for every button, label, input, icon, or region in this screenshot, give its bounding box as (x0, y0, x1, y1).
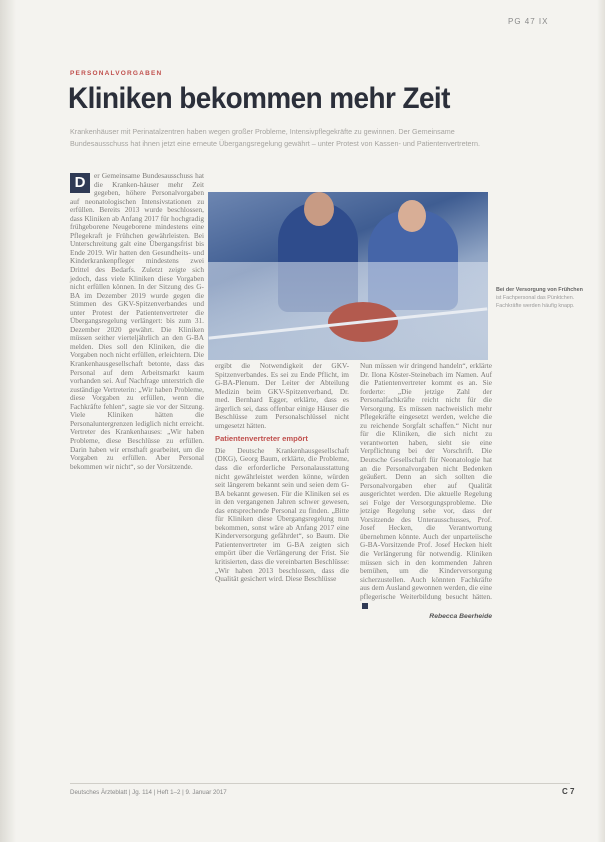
footer-divider (70, 783, 570, 784)
article-column-2-text-a: ergibt die Notwendigkeit der GKV-Spitzenverbandes. Es sei zu Ende Pflicht, im G-BA-Plenum. Der Leiter der Abteilung Medizin beim GKV-Spitzenverband, Dr. med. Bernhard Egger, erklärte, dass es ärgerlich sei, dass offenbar einige Häuser die Beschlüsse zum Personalschlüssel nicht umgesetzt hätten. (215, 361, 349, 430)
photo-caption-text: ist Fachpersonal das Pünktchen. Fachkräfte werden häufig knapp. (496, 295, 575, 309)
photo-caption (496, 286, 588, 310)
page-binding-shadow (0, 0, 16, 842)
article-author: Rebecca Beerheide (429, 612, 492, 620)
photo-nurse-head-2 (398, 200, 426, 232)
article-column-1 (70, 172, 204, 772)
article-column-3 (360, 362, 492, 774)
drop-cap: D (70, 173, 90, 193)
article-column-2-text-b: Die Deutsche Krankenhausgesellschaft (DKG), Georg Baum, erklärte, die Probleme, dass die erforderliche Personalausstattung nicht gewährleistet werden könne, würden seit längerem bekannt sein und seien dem G-BA bekannt gewesen. Für die Kliniken sei es in den vergangenen Jahren schwer gewesen, das entsprechende Personal zu finden. „Bitte für Kliniken diese Übergangsregelung nun bekommen, sonst wäre ab Anfang 2017 eine Kinderversorgung gefährdet“, so Baum. Die Patientenvertreter im G-BA zeigten sich empört über die Verlängerung der Frist. Sie kritisierten, dass die vereinbarten Beschlüsse: „Wir haben 2013 beschlossen, dass die Qualität gesichert wird. Diese Beschlüsse (215, 445, 349, 584)
article-headline: Kliniken bekommen mehr Zeit (68, 82, 450, 115)
article-column-1-text: er Gemeinsame Bundesausschuss hat die Kranken-häuser mehr Zeit gegeben, höhere Personalvorgaben auf neonatologischen Intensivstationen zu erfüllen. Bereits 2013 wurde beschlossen, dass Kliniken ab Anfang 2017 für hochgradig frühgeborene Neugeborene mindestens eine Pflegekraft je Frühchen gewährleisten. Bei Unterschreitung galt eine Übergangsfrist bis Ende 2019. Wir hatten den Gesundheits- und Kinderkrankenpfleger mindestens zwei Drittel des Bedarfs. Zuletzt zeigte sich jedoch, dass viele Kliniken diese Vorgaben nicht erfüllen können. In der Sitzung des G-BA im Dezember 2019 wurde gegen die Stimmen des GKV-Spitzenverbandes und unter Protest der Patientenvertreter die Übergangsregelung verlängert: bis zum 31. Dezember 2020 gewährt. Die Kliniken müssen seither vierteljährlich an den G-BA melden. Dies soll den Kliniken, die die Vorgaben noch nicht erfüllen, erleichtern. Die Krankenhausgesellschaft betonte, dass das Personal auf dem Arbeitsmarkt kaum vorhanden sei. Auf Nachfrage unterstrich die zuständige Vertreterin: „Wir haben Probleme, diese Vorgaben zu erfüllen, wenn die Fachkräfte fehlen“, sagte sie vor der Sitzung. Viele Kliniken hätten die Personaluntergrenzen lediglich nicht erreicht. Vertreter des Krankenhauses: „Wir haben Probleme, diese Beschlüsse zu erfüllen. Darin haben wir ernsthaft gearbeitet, um die Vorgaben zu erfüllen. Aber Personal bekommen wir nicht“, so der Vorsitzende. (70, 171, 204, 471)
article-lead: Krankenhäuser mit Perinatalzentren haben wegen großer Probleme, Intensivpflegekräfte zu gewinnen. Der Gemeinsame Bundesausschuss hat ihnen jetzt eine erneute Übergangsregelung gewährt – unter Protest von Kassen- und Patientenvertretern. (70, 127, 480, 148)
article-column-2 (215, 362, 349, 774)
photo-caption-bold: Bei der Versorgung von Frühchen (496, 287, 583, 293)
article-column-3-text: Nun müssen wir dringend handeln“, erklärte Dr. Ilona Köster-Steinebach im Namen. Auf die Patientenvertreter kommt es an. Sie forderte: „Die jetzige Zahl der Personalfachkräfte reicht nicht für die Versorgung. Es müssen nachweislich mehr Pflegekräfte eingesetzt werden, welche die zu reichende Sorgfalt schaffen.“ Nicht nur für die Kliniken, die sich nicht zu verantworten haben, sieht sie eine Verpflichtung bei der Vorschrift. Die Deutsche Gesellschaft für Neonatologie hat an die Personalvorgaben nicht Bedenken geäußert. Denn an sich sollten die Personalvorgaben eher auf Qualität ausgerichtet werden. Die aktuelle Regelung sei Folge der Versorgungsprobleme. Die jetzige Regelung sehe vor, dass der Vorsitzende des Unterausschusses, Prof. Josef Hecken, die Verantwortung übernehmen könnte. Auch der unparteiische G-BA-Vorsitzende Prof. Josef Hecken hielt die Verlängerung für notwendig. Kliniken müssen sich in den kommenden Jahren bemühen, um die Kinderversorgung sicherzustellen. Auch könnten Fachkräfte aus dem Ausland gewonnen werden, die eine pflegerische Weiterbildung besucht hätten. (360, 361, 492, 601)
page-number: C 7 (562, 787, 575, 796)
article-subhead: Patientenvertreter empört (215, 434, 308, 444)
end-of-article-mark (362, 603, 368, 609)
archive-stamp: PG 47 IX (508, 17, 549, 26)
page-edge-shadow (597, 0, 605, 842)
article-photo (208, 192, 488, 360)
section-label: PERSONALVORGABEN (70, 70, 163, 77)
footer-publication: Deutsches Ärzteblatt | Jg. 114 | Heft 1–2 | 9. Januar 2017 (70, 789, 227, 796)
photo-nurse-head (304, 192, 334, 226)
